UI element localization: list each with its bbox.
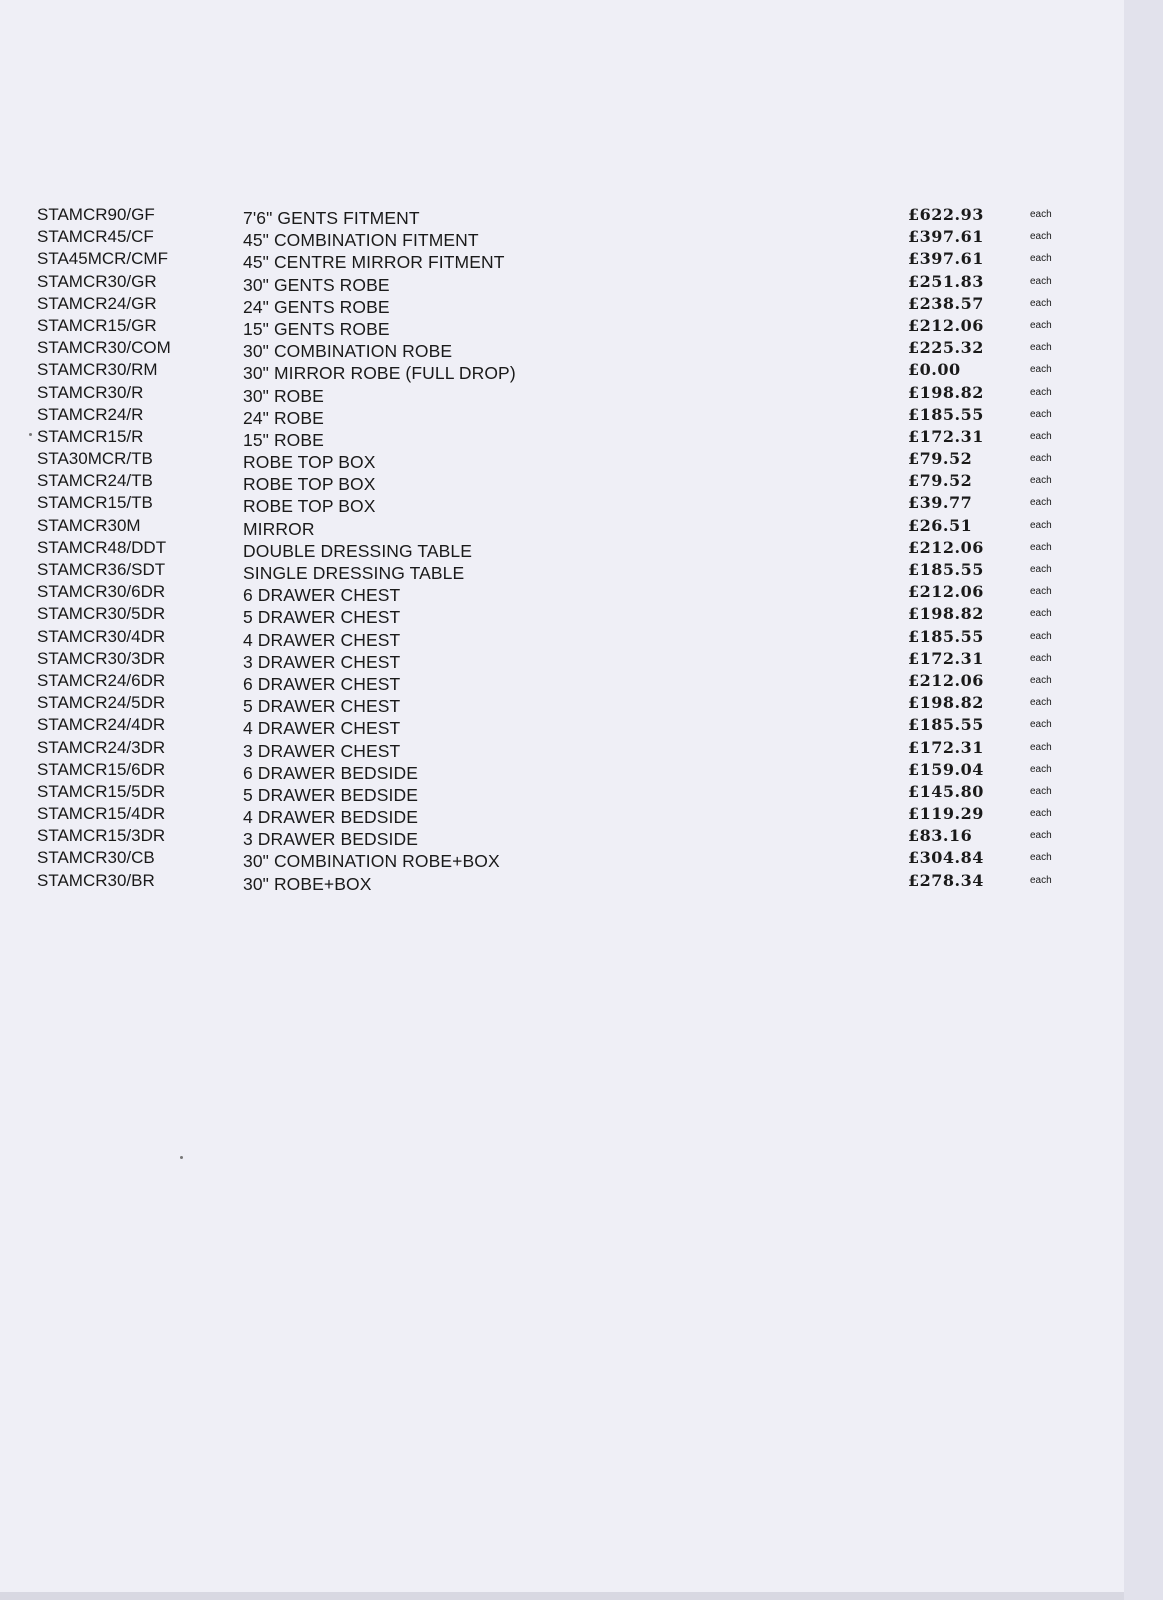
price-row xyxy=(0,561,1124,583)
product-price: £185.55 xyxy=(908,404,984,424)
product-description: 30" COMBINATION ROBE xyxy=(243,341,453,362)
product-price: £397.61 xyxy=(908,227,984,247)
price-row xyxy=(0,406,1124,428)
price-unit: each xyxy=(1030,231,1052,243)
price-unit: each xyxy=(1030,697,1052,709)
product-description: ROBE TOP BOX xyxy=(243,452,376,473)
price-row xyxy=(0,650,1124,672)
product-code: STAMCR30/3DR xyxy=(37,648,166,668)
product-price: £159.04 xyxy=(908,759,984,779)
product-price: £185.55 xyxy=(908,626,984,646)
price-unit: each xyxy=(1030,519,1052,531)
product-code: STAMCR24/TB xyxy=(37,471,153,491)
price-unit: each xyxy=(1030,209,1052,220)
product-price: £26.51 xyxy=(908,515,973,535)
product-code: STAMCR15/6DR xyxy=(37,759,166,779)
price-row xyxy=(0,783,1124,805)
product-code: STAMCR15/GR xyxy=(37,315,157,335)
price-unit: each xyxy=(1030,253,1052,265)
product-price: £145.80 xyxy=(908,781,984,801)
scan-background-right xyxy=(1124,0,1163,1600)
scan-background-bottom xyxy=(0,1592,1124,1600)
price-unit: each xyxy=(1030,319,1052,331)
product-price: £39.77 xyxy=(908,493,973,513)
product-description: 24" ROBE xyxy=(243,407,324,428)
price-unit: each xyxy=(1030,608,1052,620)
price-row xyxy=(0,872,1124,894)
product-price: £212.06 xyxy=(908,670,984,690)
product-code: STAMCR30/5DR xyxy=(37,604,166,624)
price-unit: each xyxy=(1030,364,1052,376)
price-unit: each xyxy=(1030,342,1052,354)
price-unit: each xyxy=(1030,475,1052,487)
product-code: STAMCR24/R xyxy=(37,404,144,424)
product-code: STAMCR15/TB xyxy=(37,493,153,513)
product-description: 6 DRAWER CHEST xyxy=(243,585,401,606)
product-price: £172.31 xyxy=(908,426,984,446)
product-price: £397.61 xyxy=(908,249,984,269)
price-row xyxy=(0,228,1124,250)
product-price: £622.93 xyxy=(908,205,984,224)
product-code: STAMCR45/CF xyxy=(37,227,154,247)
product-description: 15" ROBE xyxy=(243,429,324,450)
product-code: STAMCR30/CB xyxy=(37,848,155,868)
price-row xyxy=(0,384,1124,406)
product-description: 3 DRAWER BEDSIDE xyxy=(243,829,419,850)
price-unit: each xyxy=(1030,386,1052,398)
product-code: STAMCR15/5DR xyxy=(37,781,166,801)
product-code: STAMCR90/GF xyxy=(37,205,155,224)
price-unit: each xyxy=(1030,674,1052,686)
price-unit: each xyxy=(1030,808,1052,820)
price-row xyxy=(0,628,1124,650)
price-row xyxy=(0,472,1124,494)
price-unit: each xyxy=(1030,408,1052,420)
price-row xyxy=(0,339,1124,361)
product-code: STAMCR24/GR xyxy=(37,293,157,313)
product-code: STAMCR30/COM xyxy=(37,338,171,358)
price-unit: each xyxy=(1030,541,1052,553)
scan-speck xyxy=(180,1156,183,1159)
product-price: £79.52 xyxy=(908,449,973,469)
price-row xyxy=(0,583,1124,605)
product-price: £119.29 xyxy=(908,804,984,824)
product-code: STAMCR48/DDT xyxy=(37,537,167,557)
price-row xyxy=(0,517,1124,539)
product-price: £198.82 xyxy=(908,693,984,713)
product-code: STAMCR24/4DR xyxy=(37,715,166,735)
product-code: STAMCR30/6DR xyxy=(37,582,166,602)
price-unit: each xyxy=(1030,874,1052,886)
price-unit: each xyxy=(1030,852,1052,864)
price-list xyxy=(0,206,1124,894)
price-row xyxy=(0,317,1124,339)
price-row xyxy=(0,250,1124,272)
product-price: £212.06 xyxy=(908,582,984,602)
product-description: 45" CENTRE MIRROR FITMENT xyxy=(243,252,505,273)
product-price: £172.31 xyxy=(908,648,984,668)
price-unit: each xyxy=(1030,453,1052,465)
product-description: 3 DRAWER CHEST xyxy=(243,651,401,672)
product-description: 3 DRAWER CHEST xyxy=(243,740,401,761)
product-price: £185.55 xyxy=(908,715,984,735)
product-code: STAMCR30M xyxy=(37,515,141,535)
price-unit: each xyxy=(1030,763,1052,775)
price-unit: each xyxy=(1030,741,1052,753)
product-code: STAMCR36/SDT xyxy=(37,560,166,579)
price-unit: each xyxy=(1030,430,1052,442)
product-code: STAMCR15/R xyxy=(37,426,144,446)
product-description: 30" GENTS ROBE xyxy=(243,274,390,295)
product-price: £0.00 xyxy=(908,360,961,380)
price-row xyxy=(0,273,1124,295)
price-unit: each xyxy=(1030,297,1052,309)
product-code: STAMCR24/6DR xyxy=(37,670,166,690)
product-code: STAMCR30/4DR xyxy=(37,626,166,646)
product-code: STAMCR15/3DR xyxy=(37,826,166,846)
price-row xyxy=(0,361,1124,383)
product-description: 4 DRAWER CHEST xyxy=(243,718,401,739)
product-description: 5 DRAWER BEDSIDE xyxy=(243,784,419,805)
price-row xyxy=(0,805,1124,827)
product-price: £212.06 xyxy=(908,537,984,557)
product-code: STAMCR24/5DR xyxy=(37,693,166,713)
price-row xyxy=(0,494,1124,516)
product-code: STA45MCR/CMF xyxy=(37,249,168,269)
price-row xyxy=(0,206,1124,228)
price-unit: each xyxy=(1030,719,1052,731)
product-price: £198.82 xyxy=(908,382,984,402)
price-row xyxy=(0,450,1124,472)
product-description: 6 DRAWER BEDSIDE xyxy=(243,762,419,783)
product-price: £83.16 xyxy=(908,826,973,846)
product-description: ROBE TOP BOX xyxy=(243,474,376,495)
price-row xyxy=(0,672,1124,694)
price-row xyxy=(0,827,1124,849)
price-row xyxy=(0,539,1124,561)
price-unit: each xyxy=(1030,830,1052,842)
price-row xyxy=(0,739,1124,761)
product-code: STA30MCR/TB xyxy=(37,449,153,469)
price-unit: each xyxy=(1030,275,1052,287)
product-price: £198.82 xyxy=(908,604,984,624)
product-description: ROBE TOP BOX xyxy=(243,496,376,517)
price-row xyxy=(0,761,1124,783)
product-price: £278.34 xyxy=(908,870,984,890)
product-description: DOUBLE DRESSING TABLE xyxy=(243,540,473,561)
product-description: SINGLE DRESSING TABLE xyxy=(243,563,465,583)
price-row xyxy=(0,716,1124,738)
product-description: 5 DRAWER CHEST xyxy=(243,607,401,628)
price-unit: each xyxy=(1030,652,1052,664)
product-description: 4 DRAWER CHEST xyxy=(243,629,401,650)
product-description: 45" COMBINATION FITMENT xyxy=(243,230,479,251)
price-row xyxy=(0,694,1124,716)
product-code: STAMCR30/R xyxy=(37,382,144,402)
price-row xyxy=(0,605,1124,627)
product-description: 24" GENTS ROBE xyxy=(243,296,390,317)
product-code: STAMCR15/4DR xyxy=(37,804,166,824)
product-description: 6 DRAWER CHEST xyxy=(243,673,401,694)
product-code: STAMCR30/GR xyxy=(37,271,157,291)
product-price: £79.52 xyxy=(908,471,973,491)
price-row xyxy=(0,849,1124,871)
product-code: STAMCR24/3DR xyxy=(37,737,166,757)
product-price: £304.84 xyxy=(908,848,984,868)
product-description: 30" ROBE+BOX xyxy=(243,873,372,894)
price-row xyxy=(0,428,1124,450)
product-description: 15" GENTS ROBE xyxy=(243,318,390,339)
product-description: 30" COMBINATION ROBE+BOX xyxy=(243,851,500,872)
price-unit: each xyxy=(1030,564,1052,575)
product-code: STAMCR30/BR xyxy=(37,870,155,890)
product-price: £251.83 xyxy=(908,271,984,291)
product-price: £172.31 xyxy=(908,737,984,757)
price-unit: each xyxy=(1030,497,1052,509)
price-unit: each xyxy=(1030,586,1052,598)
product-description: 4 DRAWER BEDSIDE xyxy=(243,807,419,828)
product-description: 7'6" GENTS FITMENT xyxy=(243,208,420,228)
product-description: 5 DRAWER CHEST xyxy=(243,696,401,717)
product-description: 30" ROBE xyxy=(243,385,324,406)
price-unit: each xyxy=(1030,785,1052,797)
product-price: £212.06 xyxy=(908,315,984,335)
product-description: MIRROR xyxy=(243,518,315,539)
price-row xyxy=(0,295,1124,317)
product-description: 30" MIRROR ROBE (FULL DROP) xyxy=(243,363,516,384)
price-unit: each xyxy=(1030,630,1052,642)
product-price: £185.55 xyxy=(908,560,984,579)
product-code: STAMCR30/RM xyxy=(37,360,158,380)
product-price: £225.32 xyxy=(908,338,984,358)
product-price: £238.57 xyxy=(908,293,984,313)
